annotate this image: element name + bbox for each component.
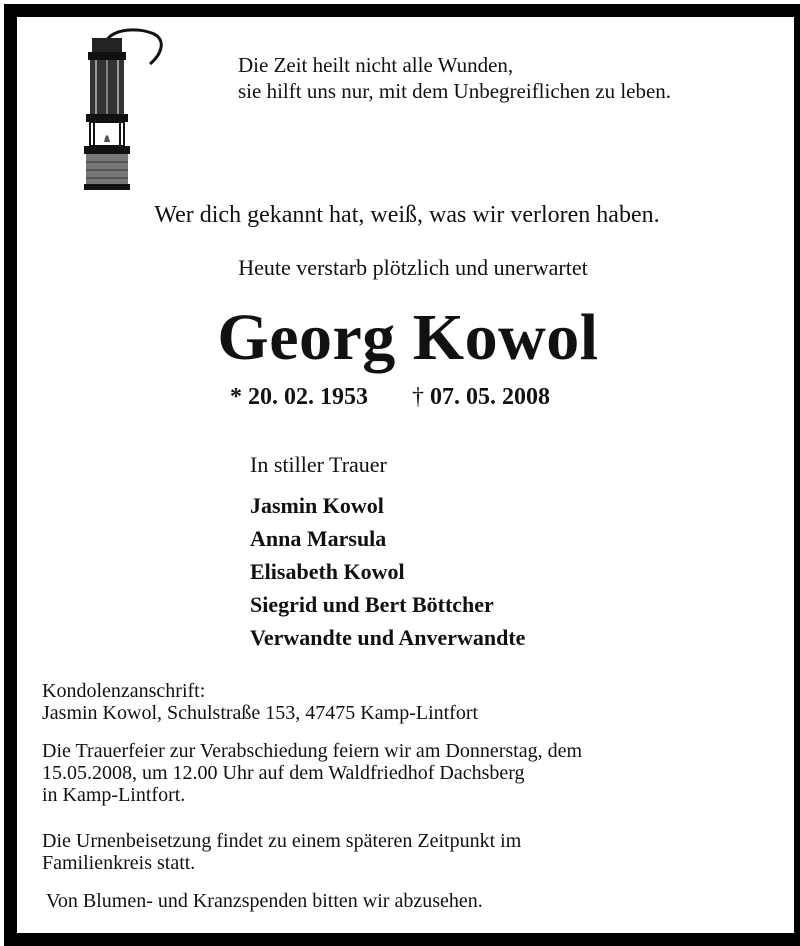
birth-symbol: *: [230, 384, 242, 410]
motto: Wer dich gekannt hat, weiß, was wir verloren haben.: [154, 202, 660, 228]
life-dates: [230, 384, 610, 411]
mourner-name: Jasmin Kowol: [250, 493, 384, 518]
birth-date-group: [230, 384, 368, 411]
quote-line-2: sie hilft uns nur, mit dem Unbegreiflichen zu leben.: [238, 79, 672, 103]
ceremony-line-2: 15.05.2008, um 12.00 Uhr auf dem Waldfriedhof Dachsberg: [42, 762, 525, 784]
mourner-name: Siegrid und Bert Böttcher: [250, 592, 494, 617]
condolence-label: Kondolenzanschrift:: [42, 680, 206, 702]
deceased-name: Georg Kowol: [217, 301, 599, 374]
urn-line-1: Die Urnenbeisetzung findet zu einem späteren Zeitpunkt im: [42, 830, 522, 852]
mourning-label: In stiller Trauer: [250, 452, 387, 477]
death-date-group: [412, 384, 550, 411]
cross-icon: †: [412, 384, 424, 410]
birth-date: 20. 02. 1953: [248, 384, 368, 410]
quote: [238, 52, 671, 104]
intro-text: Heute verstarb plötzlich und unerwartet: [238, 255, 588, 280]
ceremony-line-1: Die Trauerfeier zur Verabschiedung feiern wir am Donnerstag, dem: [42, 740, 582, 762]
quote-line-1: Die Zeit heilt nicht alle Wunden,: [238, 53, 514, 77]
mourner-name: Elisabeth Kowol: [250, 559, 405, 584]
urn-burial-info: [42, 830, 762, 874]
condolence-address: [42, 680, 762, 724]
ceremony-line-3: in Kamp-Lintfort.: [42, 784, 186, 806]
condolence-address-line: Jasmin Kowol, Schulstraße 153, 47475 Kamp-Lintfort: [42, 702, 479, 724]
mourners-list: [250, 489, 525, 654]
ceremony-info: [42, 740, 762, 806]
flowers-note: Von Blumen- und Kranzspenden bitten wir abzusehen.: [46, 890, 483, 912]
miners-lamp-icon: [76, 24, 168, 196]
urn-line-2: Familienkreis statt.: [42, 852, 196, 874]
mourner-name: Anna Marsula: [250, 526, 387, 551]
death-date: 07. 05. 2008: [430, 384, 550, 410]
mourner-name: Verwandte und Anverwandte: [250, 625, 526, 650]
